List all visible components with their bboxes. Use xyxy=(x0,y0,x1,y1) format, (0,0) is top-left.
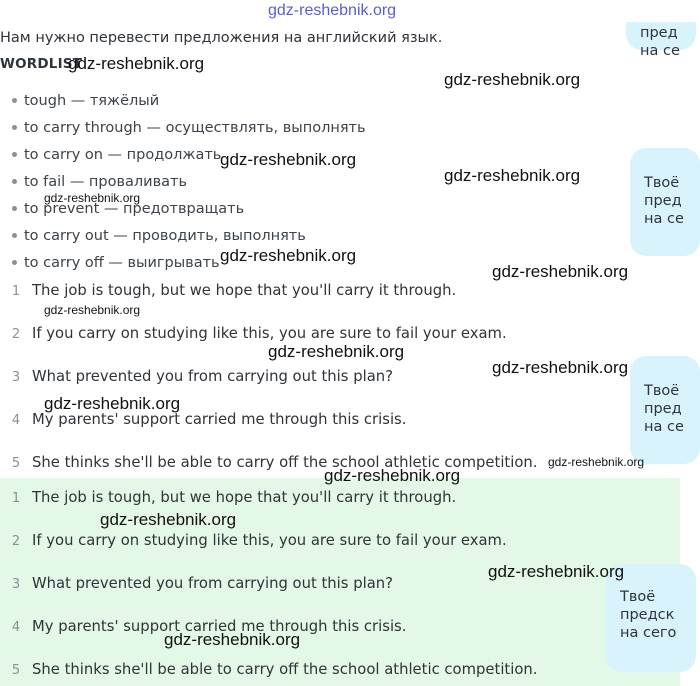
watermark: gdz-reshebnik.org xyxy=(548,455,645,469)
watermark: gdz-reshebnik.org xyxy=(44,303,141,317)
sentence-text: My parents' support carried me through this crisis. xyxy=(32,411,407,428)
sentence-number: 2 xyxy=(11,327,21,342)
wordlist-title: WORDLIST xyxy=(0,56,83,72)
wordlist-item: to carry off — выигрывать xyxy=(12,255,220,271)
watermark: gdz-reshebnik.org xyxy=(268,2,397,19)
answer-number: 4 xyxy=(11,620,21,635)
watermark: gdz-reshebnik.org xyxy=(44,394,181,413)
wordlist-item: to carry out — проводить, выполнять xyxy=(12,228,306,244)
bullet-icon xyxy=(12,125,17,130)
bullet-icon xyxy=(12,98,17,103)
bubble-line: пред xyxy=(644,401,682,417)
watermark: gdz-reshebnik.org xyxy=(268,342,405,361)
bubble-line: Твоё xyxy=(644,383,680,399)
bubble-line: на се xyxy=(644,211,684,227)
answer-row xyxy=(0,532,507,549)
bubble-line: пред xyxy=(644,193,682,209)
answer-row xyxy=(0,661,537,678)
answer-row xyxy=(0,575,393,592)
wordlist-item: to fail — проваливать xyxy=(12,174,187,190)
bullet-icon xyxy=(12,233,17,238)
bubble-line: Твоё xyxy=(644,175,680,191)
watermark: gdz-reshebnik.org xyxy=(100,510,237,529)
chat-bubble[interactable] xyxy=(626,22,696,59)
bubble-line: на сего xyxy=(620,625,677,641)
sentence-row xyxy=(0,325,507,342)
answer-number: 3 xyxy=(11,577,21,592)
watermark: gdz-reshebnik.org xyxy=(492,358,629,377)
watermark: gdz-reshebnik.org xyxy=(492,262,629,281)
watermark: gdz-reshebnik.org xyxy=(444,166,581,185)
sentence-text: What prevented you from carrying out this plan? xyxy=(32,368,393,385)
bullet-icon xyxy=(12,206,17,211)
sentence-text: The job is tough, but we hope that you'll carry it through. xyxy=(32,282,457,299)
bullet-icon xyxy=(12,152,17,157)
bubble-line: пред xyxy=(640,25,678,41)
chat-bubble[interactable] xyxy=(630,148,700,256)
sentence-text: If you carry on studying like this, you are sure to fail your exam. xyxy=(32,325,507,342)
bubble-line: на се xyxy=(640,43,680,59)
sentence-text: She thinks she'll be able to carry off the school athletic competition. xyxy=(32,454,538,471)
answer-text: The job is tough, but we hope that you'll carry it through. xyxy=(32,489,457,506)
watermark: gdz-reshebnik.org xyxy=(164,630,301,649)
answer-number: 1 xyxy=(11,491,21,506)
sentence-number: 5 xyxy=(11,456,21,471)
intro-text: Нам нужно перевести предложения на английский язык. xyxy=(0,30,443,46)
sentence-number: 3 xyxy=(11,370,21,385)
sentence-row xyxy=(0,282,456,299)
bullet-icon xyxy=(12,260,17,265)
watermark: gdz-reshebnik.org xyxy=(488,562,625,581)
watermark: gdz-reshebnik.org xyxy=(324,466,461,485)
chat-bubble[interactable] xyxy=(630,356,700,464)
answer-number: 2 xyxy=(11,534,21,549)
watermark: gdz-reshebnik.org xyxy=(444,70,581,89)
answer-text: What prevented you from carrying out this plan? xyxy=(32,575,393,592)
sentence-number: 1 xyxy=(11,284,21,299)
bubble-line: на се xyxy=(644,419,684,435)
answer-text: If you carry on studying like this, you are sure to fail your exam. xyxy=(32,532,507,549)
answer-text: She thinks she'll be able to carry off the school athletic competition. xyxy=(32,661,538,678)
wordlist-item: to carry through — осуществлять, выполнять xyxy=(12,120,366,136)
watermark: gdz-reshebnik.org xyxy=(220,246,357,265)
bubble-line: Твоё xyxy=(620,589,656,605)
bubble-line: предск xyxy=(620,607,675,623)
watermark: gdz-reshebnik.org xyxy=(44,191,141,205)
sentence-row xyxy=(0,368,393,385)
wordlist-item: to prevent — предотвращать xyxy=(12,201,244,217)
watermark: gdz-reshebnik.org xyxy=(220,150,357,169)
answer-text: My parents' support carried me through this crisis. xyxy=(32,618,407,635)
wordlist-item: tough — тяжёлый xyxy=(12,93,159,109)
wordlist-item: to carry on — продолжать xyxy=(12,147,221,163)
watermark: gdz-reshebnik.org xyxy=(68,54,205,73)
sentence-number: 4 xyxy=(11,413,21,428)
answer-number: 5 xyxy=(11,663,21,678)
answer-row xyxy=(0,489,456,506)
bullet-icon xyxy=(12,179,17,184)
